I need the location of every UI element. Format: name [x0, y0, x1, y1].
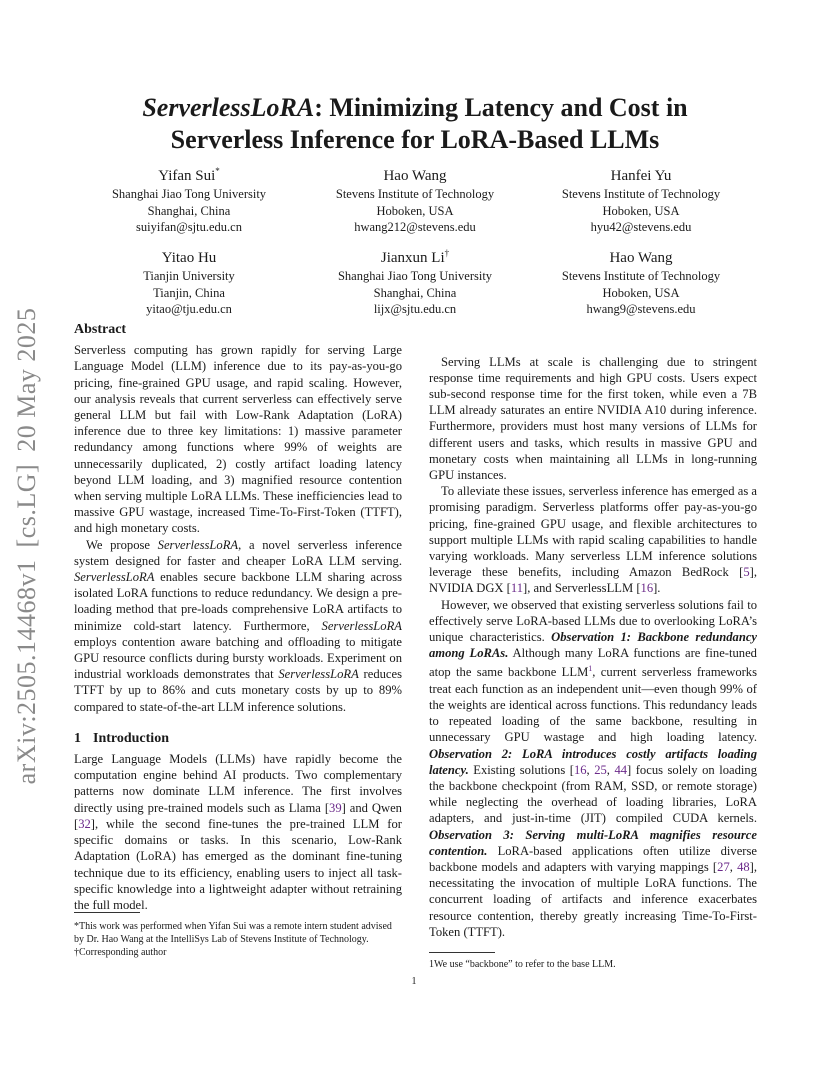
footnote: 1We use “backbone” to refer to the base LLM.: [429, 959, 616, 970]
author-email: hwang212@stevens.edu: [354, 220, 476, 234]
author-card: [74, 244, 304, 318]
author-email: hyu42@stevens.edu: [590, 220, 692, 234]
citation-link[interactable]: 16: [573, 762, 587, 777]
author-name: Yifan Sui: [158, 168, 216, 184]
arxiv-stamp: [12, 296, 42, 785]
citation-link[interactable]: 16: [640, 581, 654, 596]
author-affiliation: Shanghai Jiao Tong University: [111, 187, 267, 201]
citation-link[interactable]: 44: [614, 762, 628, 777]
observation-3: Observation 3: Serving multi-LoRA magnifies resource contention.: [429, 827, 757, 858]
intro-paragraph: Serving LLMs at scale is challenging due to stringent response time requirements and high GPU costs. Users expect sub-second response time for the first token, while even a 7B LLM already saturates an entire NVIDIA A10 during inference. Furthermore, providers must host many versions of LLMs for different users and tasks, which results in massive GPU and monetary costs when maintaining all LLMs in long-running GPU instances.: [429, 354, 757, 482]
intro-paragraph: Large Language Models (LLMs) have rapidly become the computation engine behind AI products. Two complementary patterns now dominate LLM inference. The first involves directly using pre-trained models such as Llama [39] and Qwen [32], while the second fine-tunes the pre-trained LLM for specific domains or tasks. In this scenario, Low-Rank Adaptation (LoRA) has emerged as the dominant fine-tuning technique due to its efficiency, enabling users to inject all task-specific knowledge into a lightweight adapter without retraining the full model.: [74, 752, 402, 912]
author-card: [526, 162, 756, 236]
author-affiliation: Stevens Institute of Technology: [335, 187, 495, 201]
author-affiliation: Stevens Institute of Technology: [561, 269, 721, 283]
title-system-name: ServerlessLoRA: [142, 93, 315, 122]
author-affiliation: Shanghai Jiao Tong University: [337, 269, 493, 283]
author-location: Hoboken, USA: [602, 285, 680, 300]
author-name: Jianxun Li: [380, 250, 445, 266]
observation-1: Observation 1: Backbone redundancy among LoRAs.: [429, 629, 758, 661]
author-location: Hoboken, USA: [376, 203, 454, 218]
intro-paragraph: To alleviate these issues, serverless inference has emerged as a promising paradigm. Serverless platforms offer pay-as-you-go pricing, fine-grained GPU usage, and flexible architectures to support multiple LLMs with rapid scaling capabilities to handle varying workloads. Many serverless LLM inference solutions leverage these benefits, including Amazon BedRock [5], NVIDIA DGX [11], and ServerlessLLM [16].: [429, 484, 757, 596]
citation-link[interactable]: 27: [717, 859, 730, 874]
author-email: hwang9@stevens.edu: [586, 302, 696, 316]
author-name: Hao Wang: [609, 250, 673, 266]
author-location: Hoboken, USA: [602, 203, 680, 218]
intro-paragraph: However, we observed that existing serverless solutions fail to effectively serve LoRA-based LLMs due to overlooking LoRA’s unique characteristics. Observation 1: Backbone redundancy among LoRAs. Although many LoRA functions are fine-tuned atop the same backbone LLM$^1$, current serverless frameworks treat each function as an independent unit—even though 99% of the weights are identical across functions. This redundancy leads to repeated loading of the same backbone, resulting in unnecessary GPU wastage and high loading latency. Observation 2: LoRA introduces costly artifacts loading latency. Existing solutions [16, 25, 44] focus solely on loading the backbone checkpoint (from RAM, SSD, or remote storage) while neglecting the overhead of loading libraries, LoRA adapters, and just-in-time (JIT) compiled CUDA kernels. Observation 3: Serving multi-LoRA magnifies resource contention. LoRA-based applications often utilize diverse backbone models and adapters with varying mappings [27, 48], necessitating the invocation of multiple LoRA functions. The concurrent loading of artifacts and inference exacerbates resource contention, thereby greatly increasing Time-To-First-Token (TTFT).: [429, 597, 758, 939]
arxiv-id: arXiv:2505.14468v1: [12, 559, 41, 785]
abstract-heading: Abstract: [74, 322, 127, 337]
arxiv-category: [cs.LG]: [12, 463, 41, 548]
arxiv-date: 20 May 2025: [12, 307, 41, 452]
author-name: Hanfei Yu: [610, 168, 672, 184]
page-number: 1: [411, 976, 417, 987]
right-column: [429, 354, 757, 941]
author-card: [300, 244, 530, 318]
footnote-rule: [429, 952, 495, 953]
author-affiliation: Tianjin University: [143, 269, 235, 283]
author-card: [74, 162, 304, 236]
author-card: [300, 162, 530, 236]
citation-link[interactable]: 32: [78, 816, 91, 831]
observation-2: Observation 2: LoRA introduces costly artifacts loading latency.: [429, 746, 757, 777]
author-email: lijx@sjtu.edu.cn: [373, 302, 457, 316]
author-mark: †: [444, 248, 450, 258]
author-name: Yitao Hu: [161, 250, 217, 266]
section-title: Introduction: [93, 730, 169, 746]
citation-link[interactable]: 5: [743, 565, 750, 580]
footnote-marker[interactable]: 1: [588, 664, 593, 674]
citation-link[interactable]: 25: [594, 762, 607, 777]
author-card: [526, 244, 756, 318]
footnote: †Corresponding author: [74, 947, 167, 958]
author-affiliation: Stevens Institute of Technology: [561, 187, 721, 201]
author-mark: *: [215, 166, 220, 176]
section-heading-introduction: [74, 731, 402, 747]
author-location: Tianjin, China: [153, 285, 225, 300]
author-email: yitao@tju.edu.cn: [146, 302, 232, 316]
footnotes-left: [74, 920, 402, 959]
paper-title: [74, 92, 756, 156]
author-email: suiyifan@sjtu.edu.cn: [136, 220, 242, 234]
citation-link[interactable]: 11: [510, 581, 523, 596]
footnote-rule: [74, 912, 140, 913]
footnote: *This work was performed when Yifan Sui was a remote intern student advised by Dr. Hao Wang at the IntelliSys Lab of Stevens Institute of Technology.: [74, 921, 392, 945]
abstract-paragraph: Serverless computing has grown rapidly for serving Large Language Model (LLM) inference due to its pay-as-you-go pricing, fine-grained GPU usage, and rapid scaling. However, our analysis reveals that current serverless can effectively serve general LLM but fail with Low-Rank Adaptation (LoRA) inference due to three key limitations: 1) massive parameter redundancy among functions where 99% of weights are unnecessarily duplicated, 2) costly artifact loading latency beyond LLM loading, and 3) magnified resource contention when serving multiple LoRA LLMs. These inefficiencies lead to massive GPU wastage, increased Time-To-First-Token (TTFT), and high monetary costs.: [74, 343, 402, 536]
author-location: Shanghai, China: [373, 285, 457, 300]
left-column: [74, 322, 402, 913]
author-name: Hao Wang: [383, 168, 447, 184]
author-location: Shanghai, China: [147, 203, 231, 218]
title-line1: : Minimizing Latency and Cost in: [314, 93, 688, 122]
citation-link[interactable]: 39: [329, 800, 342, 815]
abstract-paragraph: We propose ServerlessLoRA, a novel serverless inference system designed for faster and cheaper LoRA LLM serving. ServerlessLoRA enables secure backbone LLM sharing across isolated LoRA functions to reduce redundancy. We design a pre-loading method that pre-loads comprehensive LoRA artifacts to minimize cold-start latency. Furthermore, ServerlessLoRA employs contention aware batching and offloading to mitigate GPU resource conflicts during bursty workloads. Experiment on industrial workloads demonstrates that ServerlessLoRA reduces TTFT by up to 86% and cuts monetary costs by up to 89% compared to state-of-the-art LLM inference solutions.: [74, 537, 402, 714]
section-number: 1: [74, 730, 81, 746]
title-line2: Serverless Inference for LoRA-Based LLMs: [170, 125, 660, 154]
footnotes-right: [429, 958, 757, 971]
citation-link[interactable]: 48: [737, 859, 750, 874]
